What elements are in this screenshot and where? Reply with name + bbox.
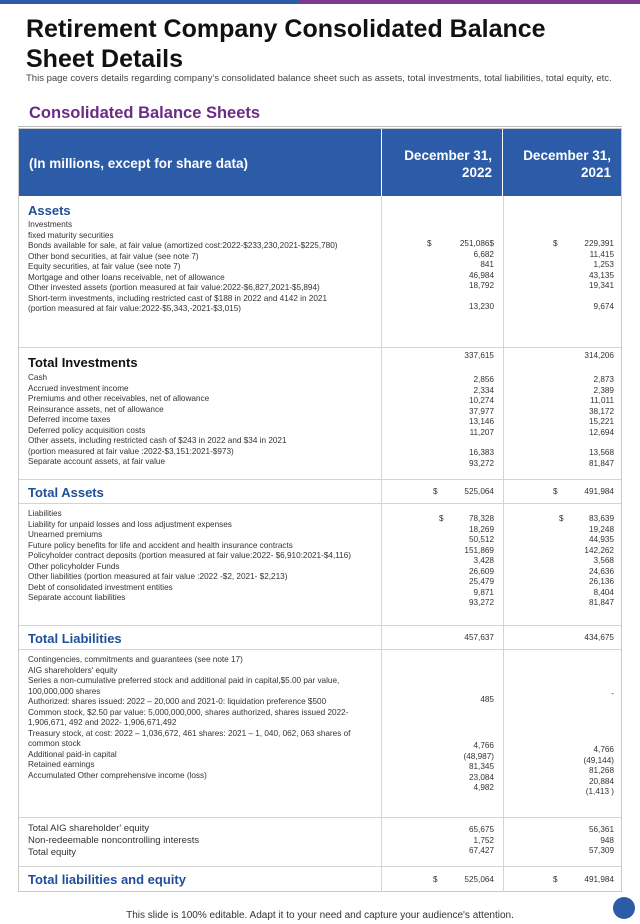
row-divider <box>19 625 621 626</box>
line: Additional paid-in capital <box>28 749 117 759</box>
value: 151,869 <box>464 545 494 555</box>
column-divider <box>381 196 382 892</box>
dollar-sign: $ <box>553 487 558 496</box>
line: (portion measured at fair value :2022-$3,151:2021-$973) <box>28 446 234 456</box>
assets-2022-values <box>384 239 494 312</box>
value: 11,415 <box>589 249 614 259</box>
line: Other liabilities (portion measured at fair value :2022 -$2, 2021- $2,213) <box>28 572 288 581</box>
total-liab-equity-2022: 525,064 <box>464 875 494 884</box>
line: Investments <box>28 220 73 229</box>
row-divider <box>19 479 621 480</box>
total-investments-2022: 337,615 <box>464 351 494 360</box>
row-divider <box>19 347 621 348</box>
page-title: Retirement Company Consolidated Balance Sheet Details <box>26 15 546 73</box>
assets-2021-values <box>505 239 614 312</box>
line: Deferred income taxes <box>28 415 111 424</box>
value: 46,984 <box>468 270 494 280</box>
total-liab-equity-2021: 491,984 <box>584 875 614 884</box>
liabilities-2022 <box>384 514 494 609</box>
value: 20,884 <box>588 776 614 786</box>
line: (portion measured at fair value:2022-$5,343,-2021-$3,015) <box>28 304 242 313</box>
value: 25,479 <box>468 577 494 586</box>
page-subtitle: This page covers details regarding company's consolidated balance sheet such as assets, total investments, total liabilities, total equity, etc. <box>26 73 612 84</box>
value: 6,682 <box>473 249 494 259</box>
line: Future policy benefits for life and accident and health insurance contracts <box>28 540 293 550</box>
dollar-sign: $ <box>553 875 558 884</box>
equity-2022 <box>384 741 494 794</box>
line: Other assets, including restricted cash of $243 in 2022 and $34 in 2021 <box>28 436 287 445</box>
line: AIG shareholders' equity <box>28 665 118 675</box>
other-assets-lines <box>28 373 373 468</box>
value: 10,274 <box>468 396 494 405</box>
value: 229,391 <box>584 239 614 248</box>
total-assets-2021: 491,984 <box>584 487 614 496</box>
row-divider <box>19 866 621 867</box>
value: 19,341 <box>588 281 614 290</box>
line: Retained earnings <box>28 760 95 769</box>
value: 57,309 <box>588 846 614 855</box>
header-2021-label: December 31, 2021 <box>523 148 611 180</box>
value: 18,792 <box>468 281 494 290</box>
total-investments-label: Total Investments <box>28 355 138 370</box>
dollar-sign: $ <box>559 514 564 523</box>
assets-lines <box>28 220 373 315</box>
line: fixed maturity securities <box>28 230 114 240</box>
equity-2021 <box>505 745 614 798</box>
section-title: Consolidated Balance Sheets <box>29 104 261 122</box>
dollar-sign: $ <box>553 239 558 248</box>
other-assets-2022 <box>384 375 494 469</box>
value: 841 <box>480 260 494 269</box>
accent-purple <box>300 0 640 4</box>
line: Other bond securities, at fair value (see note 7) <box>28 251 199 261</box>
header-2022-label: December 31, 2022 <box>404 148 492 180</box>
value: 23,084 <box>468 772 494 782</box>
value: 44,935 <box>588 535 614 544</box>
value: 81,847 <box>588 598 614 607</box>
total-liabilities-2021: 434,675 <box>584 633 614 642</box>
value: 2,856 <box>473 375 494 384</box>
line: Cash <box>28 373 48 382</box>
dollar-sign: $ <box>439 514 444 523</box>
value: 93,272 <box>468 458 494 468</box>
row-divider <box>19 649 621 650</box>
line: Total equity <box>28 847 77 858</box>
total-investments-2021: 314,206 <box>584 351 614 360</box>
value: 4,982 <box>473 783 494 792</box>
value: 9,871 <box>473 587 494 597</box>
dollar-sign: $ <box>433 487 438 496</box>
equity-totals-2021 <box>505 825 614 857</box>
total-liabilities-label: Total Liabilities <box>28 631 122 646</box>
value: 2,873 <box>593 375 614 384</box>
line: Non-redeemable noncontrolling interests <box>28 835 200 846</box>
line: Treasury stock, at cost: 2022 – 1,036,672, 461 shares: 2021 – 1, 040, 062, 063 shares of common stock <box>28 728 351 748</box>
footer-note: This slide is 100% editable. Adapt it to your need and capture your audience's attention. <box>126 910 514 921</box>
value: 56,361 <box>588 825 614 834</box>
value: 38,172 <box>588 406 614 416</box>
value: 43,135 <box>588 270 614 280</box>
value: 13,230 <box>468 301 494 311</box>
value: 78,328 <box>468 514 494 523</box>
value: 2,389 <box>593 385 614 395</box>
value: 81,345 <box>468 762 494 771</box>
value: 13,146 <box>468 417 494 426</box>
line: Deferred policy acquisition costs <box>28 425 146 435</box>
section-divider <box>18 126 622 127</box>
total-assets-label: Total Assets <box>28 485 104 500</box>
equity-total-lines <box>28 823 373 859</box>
top-accent-bar <box>0 0 640 4</box>
value: 11,011 <box>590 396 614 405</box>
value: 81,268 <box>588 766 614 775</box>
liabilities-lines <box>28 509 373 604</box>
line: Policyholder contract deposits (portion measured at fair value:2022- $6,910:2021-$4,116) <box>28 551 351 560</box>
balance-sheet-table <box>18 128 622 892</box>
value: 1,752 <box>473 835 494 845</box>
value: 15,221 <box>588 417 614 426</box>
value: 1,253 <box>593 260 614 269</box>
line: Liability for unpaid losses and loss adjustment expenses <box>28 519 232 529</box>
line: Accumulated Other comprehensive income (loss) <box>28 770 207 780</box>
header-label: (In millions, except for share data) <box>29 156 249 171</box>
line: Other invested assets (portion measured at fair value:2022-$6,827,2021-$5,894) <box>28 283 320 292</box>
preferred-2021: - <box>611 689 614 698</box>
line: Separate account assets, at fair value <box>28 457 165 466</box>
value: 24,636 <box>588 566 614 576</box>
equity-totals-2022 <box>384 825 494 857</box>
value: (1,413 ) <box>585 787 614 796</box>
dollar-sign: $ <box>433 875 438 884</box>
row-divider <box>19 503 621 504</box>
value: 19,248 <box>588 524 614 534</box>
value: 9,674 <box>593 301 614 311</box>
column-divider <box>503 196 504 892</box>
value: 81,847 <box>588 458 614 468</box>
value: 83,639 <box>588 514 614 523</box>
value: 8,404 <box>593 587 614 597</box>
value: 142,262 <box>584 545 614 555</box>
line: Equity securities, at fair value (see note 7) <box>28 262 181 271</box>
value: 12,694 <box>588 427 614 437</box>
value: 4,766 <box>473 741 494 750</box>
header-col-2022 <box>381 129 503 196</box>
value: 251,086$ <box>459 239 494 248</box>
value: (49,144) <box>583 755 614 765</box>
preferred-2022: 485 <box>480 695 494 704</box>
table-header <box>19 129 621 196</box>
equity-lines <box>28 655 373 781</box>
value: 948 <box>600 835 614 845</box>
assets-heading: Assets <box>28 203 71 218</box>
value: 4,766 <box>593 745 614 754</box>
total-liabilities-equity-label: Total liabilities and equity <box>28 872 186 887</box>
accent-blue <box>0 0 300 4</box>
value: 26,136 <box>588 577 614 586</box>
liabilities-2021 <box>505 514 614 609</box>
line: Separate account liabilities <box>28 593 126 602</box>
line: Series a non-cumulative preferred stock and additional paid in capital,$5.00 par value, 100,000,000 shares <box>28 676 340 696</box>
line: Mortgage and other loans receivable, net of allowance <box>28 272 225 282</box>
value: (48,987) <box>463 751 494 761</box>
value: 13,568 <box>588 448 614 457</box>
line: Common stock, $2.50 par value: 5,000,000,000, shares authorized, shares issued 2022- 1,906,671, 492 and 2022- 1,906,671,492 <box>28 707 349 727</box>
line: Contingencies, commitments and guarantees (see note 17) <box>28 655 243 664</box>
value: 26,609 <box>468 566 494 576</box>
line: Reinsurance assets, net of allowance <box>28 404 164 414</box>
value: 50,512 <box>468 535 494 544</box>
value: 16,383 <box>468 448 494 457</box>
total-liabilities-2022: 457,637 <box>464 633 494 642</box>
value: 93,272 <box>468 598 494 607</box>
value: 65,675 <box>468 825 494 834</box>
value: 67,427 <box>468 846 494 855</box>
total-assets-2022: 525,064 <box>464 487 494 496</box>
value: 3,568 <box>593 556 614 565</box>
decorative-dot <box>613 897 635 919</box>
value: 11,207 <box>469 427 494 437</box>
value: 37,977 <box>468 406 494 416</box>
line: Unearned premiums <box>28 530 103 539</box>
header-col-2021 <box>503 129 621 196</box>
line: Short-term investments, including restricted cast of $188 in 2022 and 4142 in 2021 <box>28 293 328 303</box>
row-divider <box>19 817 621 818</box>
line: Debt of consolidated investment entities <box>28 582 173 592</box>
value: 3,428 <box>473 556 494 565</box>
value: 2,334 <box>473 385 494 395</box>
dollar-sign: $ <box>427 239 432 248</box>
line: Authorized: shares issued: 2022 – 20,000 and 2021-0: liquidation preference $500 <box>28 697 327 706</box>
line: Liabilities <box>28 509 62 518</box>
line: Premiums and other receivables, net of allowance <box>28 394 210 403</box>
line: Total AIG shareholder' equity <box>28 823 150 834</box>
line: Bonds available for sale, at fair value (amortized cost:2022-$233,230,2021-$225,780) <box>28 241 338 250</box>
line: Other policyholder Funds <box>28 561 120 571</box>
line: Accrued investment income <box>28 383 129 393</box>
value: 18,269 <box>468 524 494 534</box>
other-assets-2021 <box>505 375 614 469</box>
